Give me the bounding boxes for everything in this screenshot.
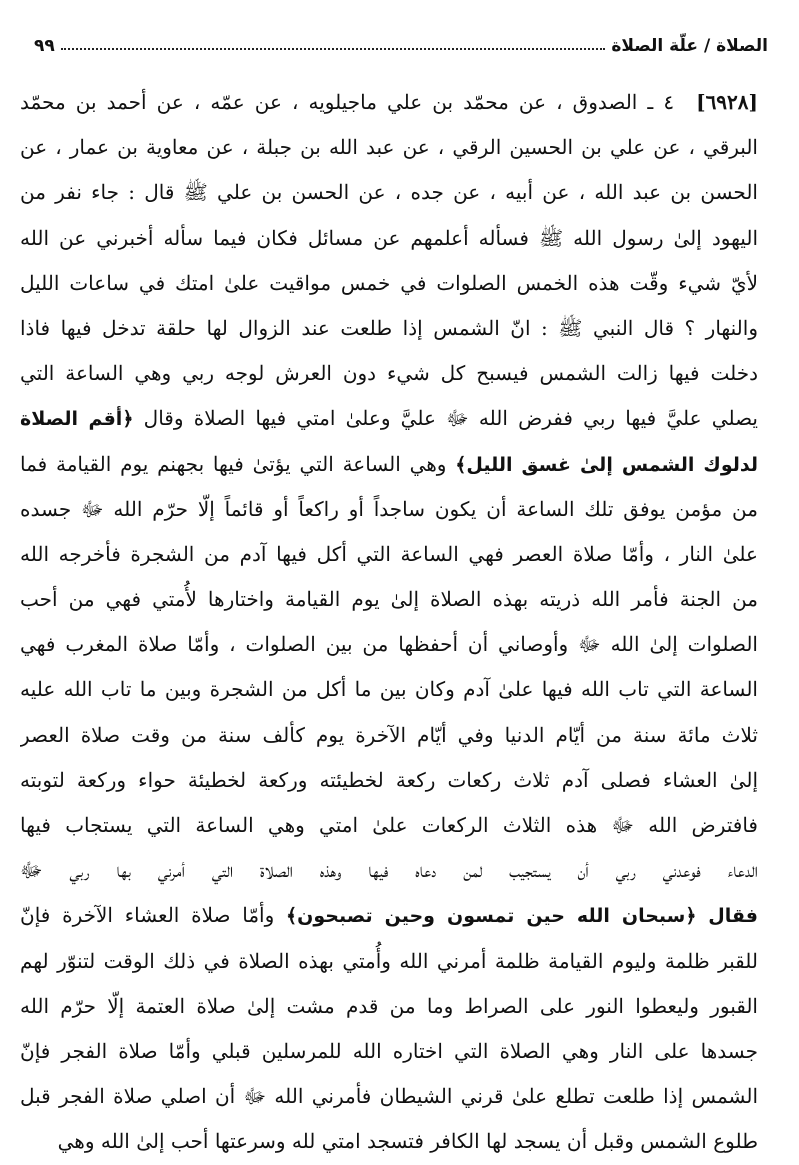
text-line: لأيّ شيء وقّت هذه الخمس الصلوات في خمس مواقيت علىٰ امتك في ساعات الليل	[20, 270, 758, 295]
page-header	[34, 22, 768, 56]
hadith-text	[20, 80, 758, 1165]
text-line: فافترض الله ﷻ هذه الثلاث الركعات علىٰ امتي وهي الساعة التي يستجاب فيها	[20, 813, 758, 837]
text-line: من مؤمن يوفق تلك الساعة أن يكون ساجداً أو راكعاً أو قائماً إلّا حرّم الله ﷻ جسده	[20, 496, 758, 521]
line-text: فقال	[708, 905, 758, 928]
text-line: الحسن بن عبد الله ، عن أبيه ، عن جده ، عن الحسن بن علي ﷺ قال : جاء نفر من	[20, 180, 758, 205]
text-line: الصلوات إلىٰ الله ﷻ وأوصاني أن أحفظها من بين الصلوات ، وأمّا صلاة المغرب فهي	[20, 632, 758, 657]
text-line: ثلاث مائة سنة من أيّام الدنيا وفي أيّام الآخرة يوم كألف سنة من وقت صلاة العصر	[20, 722, 758, 747]
text-line: من الجنة فأمر الله ذريته بهذه الصلاة إلىٰ يوم القيامة واختارها لأُمتي فهي من أحب	[20, 587, 758, 612]
running-title: الصلاة / علّة الصلاة	[611, 36, 768, 56]
text-line: الدعاء فوعدني ربي أن يستجيب لمن دعاه فيها وهذه الصلاة التي أمرني بها ربي ﷻ	[20, 858, 758, 883]
text-line: والنهار ؟ قال النبي ﷺ : انّ الشمس إذا طلعت عند الزوال لها حلقة تدخل فيها فاذا	[20, 315, 758, 340]
text-line: الشمس إذا طلعت تطلع علىٰ قرني الشيطان فأمرني الله ﷻ أن اصلي صلاة الفجر قبل	[20, 1084, 758, 1109]
page-number: ٩٩	[34, 36, 55, 56]
quran-verse: ﴿سبحان الله حين تمسون وحين تصبحون﴾	[286, 905, 697, 928]
text-line: اليهود إلىٰ رسول الله ﷺ فسأله أعلمهم عن مسائل فكان فيما سأله أخبرني عن الله	[20, 225, 758, 250]
line-text: وهي الساعة التي يؤتىٰ فيها بجهنم يوم القيامة فما	[20, 451, 447, 476]
text-line	[20, 442, 758, 487]
line-text: يصلي عليَّ فيها ربي ففرض الله ﷻ عليَّ وعلىٰ امتي فيها الصلاة وقال	[143, 406, 758, 431]
quran-verse: لدلوك الشمس إلىٰ غسق الليل﴾	[455, 453, 758, 476]
text-line: جسدها على النار وهي الصلاة التي اختاره الله للمرسلين قبلي وأمّا صلاة الفجر فإنّ	[20, 1038, 758, 1063]
text-line: دخلت فيها زالت الشمس فيسبح كل شيء دون العرش لوجه ربي وهي الساعة التي	[20, 361, 758, 386]
text-line	[20, 396, 758, 441]
line-text: وأمّا صلاة العشاء الآخرة فإنّ	[20, 903, 275, 928]
text-line: الساعة التي تاب الله فيها علىٰ آدم وكان بين ما أكل من الشجرة وبين ما تاب الله عليه	[20, 677, 758, 702]
quran-verse: ﴿أقم الصلاة	[20, 408, 134, 431]
dotted-leader	[61, 48, 606, 50]
text-line	[20, 80, 758, 125]
text-line: البرقي ، عن علي بن الحسين الرقي ، عن عبد الله بن جبلة ، عن معاوية بن عمار ، عن	[20, 135, 758, 160]
line-text: ٤ ـ الصدوق ، عن محمّد بن علي ماجيلويه ، عن عمّه ، عن أحمد بن محمّد	[20, 90, 675, 114]
text-line: إلىٰ العشاء فصلى آدم ثلاث ركعات ركعة لخطيئته وركعة لخطيئة حواء وركعة لتوبته	[20, 767, 758, 792]
text-line	[20, 893, 758, 938]
text-line: علىٰ النار ، وأمّا صلاة العصر فهي الساعة التي أكل فيها آدم من الشجرة فأخرجه الله	[20, 541, 758, 566]
hadith-number: [٦٩٢٨]	[696, 90, 758, 114]
text-line: القبور وليعطوا النور على الصراط وما من قدم مشت إلىٰ صلاة العتمة إلّا حرّم الله	[20, 993, 758, 1018]
text-line: طلوع الشمس وقبل أن يسجد لها الكافر فتسجد امتي لله وسرعتها أحب إلىٰ الله وهي	[57, 1129, 758, 1154]
text-line: للقبر ظلمة وليوم القيامة ظلمة أمرني الله وأُمتي بهذه الصلاة في ذلك الوقت لتنوّر لهم	[20, 948, 758, 973]
